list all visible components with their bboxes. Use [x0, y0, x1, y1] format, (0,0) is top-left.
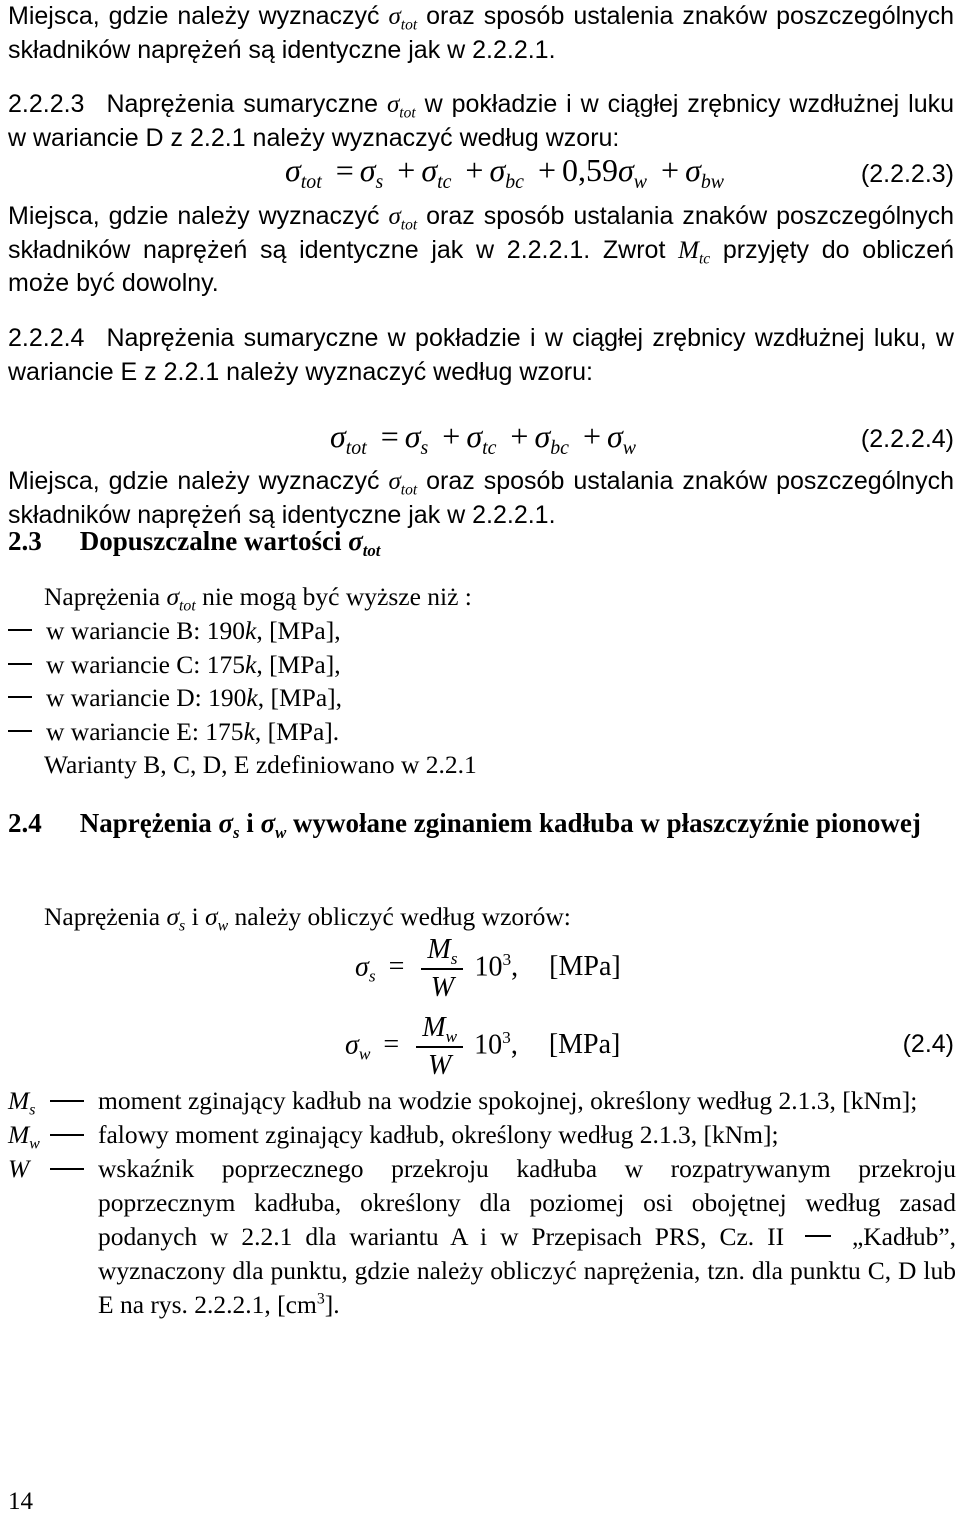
sigma-tot-symbol: $\sigma_{tot}$	[386, 91, 416, 122]
sigma-tot-symbol: $\sigma_{tot}$	[388, 203, 418, 234]
list-item: w wariancie D: 190k, [MPa],	[8, 681, 477, 715]
equation-sigma-s: $\sigma_s$ = $\frac{M_s}{W}$ $10^3$, [MPa]	[355, 934, 621, 1003]
paragraph-sign-rules-1: Miejsca, gdzie należy wyznaczyć $\sigma_{tot}$ oraz sposób ustalenia znaków poszczególnych składników naprężeń są identyczne jak w 2.2.2.1.	[8, 2, 954, 64]
symbol-definitions	[8, 1084, 956, 1322]
definition-w: W wskaźnik poprzecznego przekroju kadłuba w rozpatrywanym przekroju poprzecznym kadłuba, określony dla poziomej osi obojętnej według zasad podanych w 2.2.1 dla wariantu A i w Przepisach PRS, Cz. II „Kadłub”, wyznaczony dla punktu, gdzie należy obliczyć naprężenia, tzn. dla punktu C, D lub E na rys. 2.2.2.1, $[cm^3]$.	[8, 1154, 957, 1319]
variants-note: Warianty B, C, D, E zdefiniowano w 2.2.1	[44, 750, 477, 779]
sigma-tot-symbol: $\sigma_{tot}$	[388, 3, 418, 34]
fraction-mw-w: $\frac{M_w}{W}$	[416, 1012, 463, 1082]
page-number: 14	[8, 1488, 33, 1515]
equation-2-2-2-4: $\sigma_{tot} = \sigma_s + \sigma_{tc} + \sigma_{bc} + \sigma_w$	[330, 418, 637, 459]
section-2-2-2-3: 2.2.2.3 Naprężenia sumaryczne $\sigma_{tot}$ w pokładzie i w ciągłej zrębnicy wzdłużnej luku w wariancie D z 2.2.1 należy wyznaczyć według wzoru:	[8, 90, 955, 152]
paragraph-sign-rules-5: Miejsca, gdzie należy wyznaczyć $\sigma_{tot}$ oraz sposób ustalania znaków poszczególnych składników naprężeń są identyczne jak w 2.2.2.1.	[8, 467, 954, 529]
list-item: w wariancie B: 190k, [MPa],	[8, 614, 477, 648]
list-item: w wariancie C: 175k, [MPa],	[8, 648, 477, 682]
fraction-ms-w: $\frac{M_s}{W}$	[421, 934, 463, 1004]
equation-number-2-4: (2.4)	[902, 1030, 954, 1058]
definition-mw: $M_w$ falowy moment zginający kadłub, określony według 2.1.3, [kNm];	[8, 1120, 779, 1153]
section-2-2-2-4: 2.2.2.4 Naprężenia sumaryczne w pokładzie i w ciągłej zrębnicy wzdłużnej luku, w wariancie E z 2.2.1 należy wyznaczyć według wzoru:	[8, 324, 954, 386]
list-item: w wariancie E: 175k, [MPa].	[8, 715, 477, 749]
paragraph-limits-intro: Naprężenia $\sigma_{tot}$ nie mogą być wyższe niż :	[44, 582, 472, 615]
equation-2-2-2-3: $\sigma_{tot} = \sigma_s + \sigma_{tc} + \sigma_{bc} + 0,59\sigma_w + \sigma_{bw}$	[285, 152, 724, 193]
equation-number-2-2-2-4: (2.2.2.4)	[860, 425, 954, 453]
m-tc-symbol: $M_{tc}$	[678, 236, 711, 267]
equation-number-2-2-2-3: (2.2.2.3)	[860, 160, 954, 188]
definition-ms: $M_s$ moment zginający kadłub na wodzie spokojnej, określony według 2.1.3, [kNm];	[8, 1086, 918, 1119]
paragraph-sign-rules-3: Miejsca, gdzie należy wyznaczyć $\sigma_{tot}$ oraz sposób ustalania znaków poszczególnych składników naprężeń są identyczne jak w 2.2.2.1. Zwrot $M_{tc}$ przyjęty do obliczeń może być dowolny.	[8, 202, 955, 297]
limits-list	[8, 614, 477, 782]
equation-sigma-w: $\sigma_w$ = $\frac{M_w}{W}$ $10^3$, [MPa]	[345, 1012, 621, 1081]
heading-2-4: 2.4 Naprężenia $\sigma_s$ i $\sigma_w$ wywołane zginaniem kadłuba w płaszczyźnie pionowej	[8, 808, 921, 842]
sigma-tot-symbol: $\sigma_{tot}$	[388, 468, 418, 499]
paragraph-formula-intro: Naprężenia $\sigma_s$ i $\sigma_w$ należy obliczyć według wzorów:	[44, 902, 571, 935]
heading-2-3: 2.3 Dopuszczalne wartości $\sigma_{tot}$	[8, 526, 381, 560]
